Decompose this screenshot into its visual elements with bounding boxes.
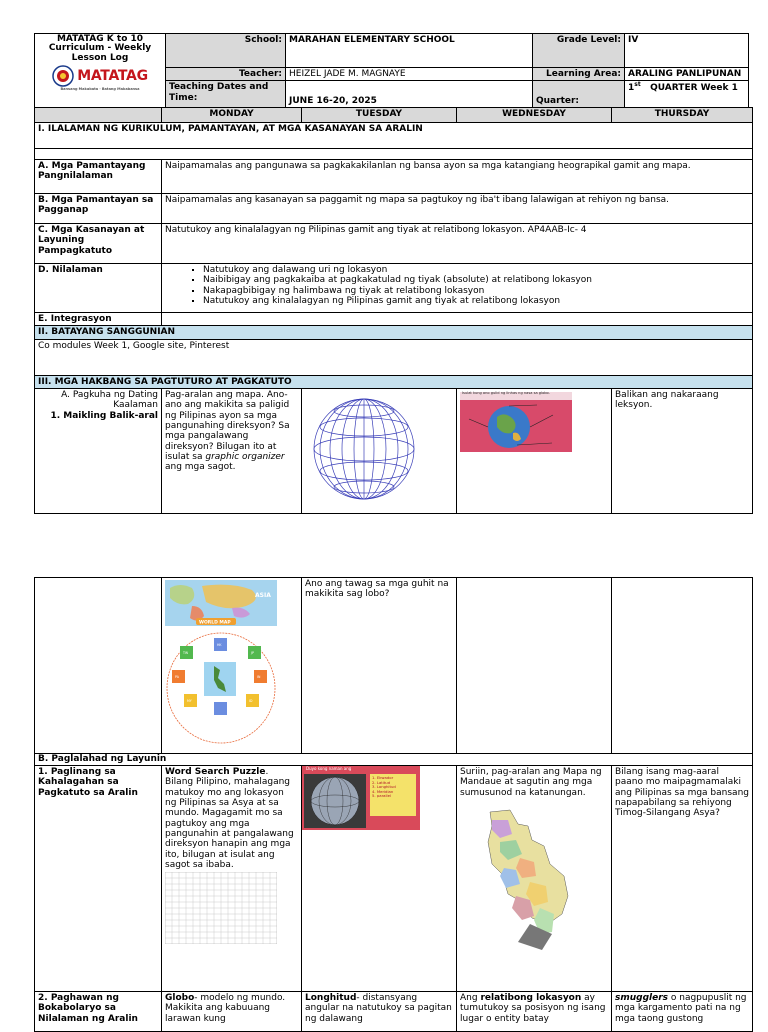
lat-long-item: 1. Ekwador: [372, 775, 394, 780]
log-title-cell: [35, 34, 166, 108]
p2-wed-blank: [457, 578, 612, 754]
value-c: Natutukoy ang kinalalagyan ng Pilipinas gamit ang tiyak at relatibong lokasyon. AP4AAB-Ic- 4: [162, 224, 753, 264]
value-a: Naipamamalas ang pangunawa sa pagkakakilanlan ng bansa ayon sa mga katangiang heograpikal gamit ang mapa.: [162, 160, 753, 194]
label-b2: 2. Paghawan ng Bokabolaryo sa Nilalaman ng Aralin: [35, 992, 162, 1032]
lat-long-list: [372, 776, 396, 799]
lat-long-item: 4. Meridian: [372, 788, 394, 794]
quarter-sup: st: [634, 81, 641, 89]
wednesday-globe-caption: Isulat kung ano gulid ng linhas ng nasa sa globo.: [462, 391, 550, 396]
vocab-relatibo-pre: Ang: [460, 993, 481, 1003]
vocab-relatibo-text: ay tumutukoy sa posisyon ng isang lugar o entity batay: [460, 993, 606, 1024]
map-asia-label: ASIA: [255, 592, 271, 599]
day-thursday: THURSDAY: [612, 108, 753, 123]
world-map-label: WORLD MAP: [199, 620, 231, 626]
vocab-smugglers-text: o nagpupuslit ng mga kargamento pati na ng mga taong gustong: [615, 993, 747, 1024]
dates-label: Teaching Dates and Time:: [166, 81, 286, 108]
thursday-review: Balikan ang nakaraang leksyon.: [612, 389, 753, 514]
label-b1: 1. Paglinang sa Kahalagahan sa Pagkatuto sa Aralin: [35, 766, 162, 992]
tuesday-vocab: [302, 992, 457, 1032]
label-d: D. Nilalaman: [35, 264, 162, 313]
p2-label-blank: [35, 578, 162, 754]
area-value: ARALING PANLIPUNAN: [625, 68, 749, 81]
monday-review: [162, 389, 302, 514]
grade-value: IV: [625, 34, 749, 68]
quarter-label: Quarter:: [533, 81, 625, 108]
section3-title: III. MGA HAKBANG SA PAGTUTURO AT PAGKATUTO: [35, 375, 753, 388]
mandaue-map-image: [470, 806, 588, 956]
tuesday-globe-cell: [302, 389, 457, 514]
school-label: School:: [166, 34, 286, 68]
section1-title: I. ILALAMAN NG KURIKULUM, PAMANTAYAN, AT MGA KASANAYAN SA ARALIN: [35, 123, 753, 149]
thursday-vocab: [612, 992, 753, 1032]
area-label: Learning Area:: [533, 68, 625, 81]
vocab-globo: Globo: [165, 993, 195, 1003]
quarter-cell: [625, 81, 749, 108]
deped-seal-icon: [52, 65, 74, 87]
word-search-text: Bilang Pilipino, mahalagang matukoy mo ang lokasyon ng Pilipinas sa Asya at sa mundo. Magagamit mo sa pagtukoy ang mga pangunahin at pangalawang direksyon hanapin ang mga ito, bilugan at isulat ang sagot sa ibaba.: [165, 777, 294, 871]
vocab-longhitud: Longhitud: [305, 993, 357, 1003]
value-e: [162, 313, 753, 326]
monday-review-text2: ang mga sagot.: [165, 462, 236, 473]
word-search-title: Word Search Puzzle: [165, 767, 266, 777]
lesson-log-table-page2: [34, 577, 753, 1032]
wednesday-globe-cell: [457, 389, 612, 514]
vocab-longhitud-text: - distansyang angular na natutukoy sa pagitan ng dalawang: [305, 993, 452, 1024]
quarter-value: 1: [628, 83, 635, 94]
label-3a: [35, 389, 162, 514]
blank-row: [35, 149, 753, 160]
label-b: B. Mga Pamantayan sa Pagganap: [35, 194, 162, 224]
day-monday: MONDAY: [162, 108, 302, 123]
wireframe-globe-image: [302, 389, 452, 507]
d-item: ▪ Nakapagbibigay ng halimbawa ng tiyak at relatibong lokasyon: [203, 286, 749, 296]
lesson-log-table: [34, 107, 753, 514]
organizer-label: JP: [251, 651, 254, 655]
d-item: ▪ Natutukoy ang kinalalagyan ng Pilipinas gamit ang tiyak at relatibong lokasyon: [203, 296, 749, 306]
organizer-label: HK: [217, 643, 222, 647]
tuesday-question: Ano ang tawag sa mga guhit na makikita sag lobo?: [302, 578, 457, 754]
lat-long-globe-icon: [302, 766, 420, 830]
day-wednesday: WEDNESDAY: [457, 108, 612, 123]
wednesday-vocab: [457, 992, 612, 1032]
d-item: ▪ Naibibigay ang pagkakaiba at pagkakatulad ng tiyak (absolute) at relatibong lokasyon: [203, 275, 749, 285]
label-3a-sub: 1. Maikling Balik-aral: [50, 410, 158, 421]
d-item: ▪ Natutukoy ang dalawang uri ng lokasyon: [203, 265, 749, 275]
lat-long-item: 2. Latitud: [372, 779, 391, 785]
vocab-smugglers: smugglers: [615, 993, 669, 1003]
lat-long-caption: Duyo kong naman ang: [306, 766, 352, 771]
latitude-longitude-image: [302, 766, 420, 830]
logo-text: MATATAG: [77, 68, 148, 85]
tuesday-image-cell: [302, 766, 457, 992]
world-map-organizer-image: [162, 578, 302, 753]
log-title: MATATAG K to 10 Curriculum - Weekly Lesson Log: [48, 34, 152, 63]
d-list: [165, 265, 749, 306]
label-e: E. Integrasyon: [35, 313, 162, 326]
value-d: [162, 264, 753, 313]
organizer-label: ID: [249, 699, 253, 703]
section2-title: II. BATAYANG SANGGUNIAN: [35, 326, 753, 339]
wednesday-mandaue: [457, 766, 612, 992]
teacher-label: Teacher:: [166, 68, 286, 81]
value-b: Naipamamalas ang kasanayan sa paggamit ng mapa sa pagtukoy ng iba't ibang lalawigan at rehiyon ng bansa.: [162, 194, 753, 224]
organizer-label: IN: [257, 675, 261, 679]
lat-long-item: 5. parallel: [372, 793, 391, 799]
header-table: [34, 33, 749, 108]
day-header-blank: [35, 108, 162, 123]
school-value: MARAHAN ELEMENTARY SCHOOL: [286, 34, 533, 68]
lat-long-item: 3. Longhitud: [372, 784, 396, 790]
label-3a-title: A. Pagkuha ng Dating Kaalaman: [61, 390, 158, 411]
organizer-label: TW: [183, 651, 189, 655]
vocab-globo-text: - modelo ng mundo. Makikita ang kabuuang larawan kung: [165, 993, 286, 1024]
teacher-value: HEIZEL JADE M. MAGNAYE: [286, 68, 533, 81]
label-a: A. Mga Pamantayang Pangnilalaman: [35, 160, 162, 194]
organizer-label: MY: [187, 699, 192, 703]
monday-vocab: [162, 992, 302, 1032]
monday-word-search: Word Search Puzzle. Bilang Pilipino, mahalagang matukoy mo ang lokasyon ng Pilipinas sa Asya at sa mundo. Magagamit mo sa pagtukoy ang mga pangunahin at pangalawang direksyon hanapin ang mga ito, bilugan at isulat ang sagot sa ibaba.: [162, 766, 302, 992]
grade-label: Grade Level:: [533, 34, 625, 68]
vocab-relatibo: relatibong lokasyon: [480, 993, 582, 1003]
monday-maps-cell: [162, 578, 302, 754]
mandaue-text: Suriin, pag-aralan ang Mapa ng Mandaue at sagutin ang mga sumusunod na katanungan.: [460, 767, 602, 798]
monday-review-text1: Pag-aralan ang mapa. Ano-ano ang makikita sa paligid ng Pilipinas ayon sa mga pangunahing direksyon? Sa mga pangalawang direksyon? Bilugan ito at isulat sa: [165, 390, 290, 463]
label-c: C. Mga Kasanayan at Layuning Pampagkatuto: [35, 224, 162, 264]
organizer-label: PA: [175, 675, 179, 679]
matatag-logo: [38, 65, 162, 87]
day-tuesday: TUESDAY: [302, 108, 457, 123]
b-title: B. Paglalahad ng Layunin: [35, 754, 753, 766]
p2-thu-blank: [612, 578, 753, 754]
word-search-grid-image: [165, 872, 277, 944]
thursday-question: Bilang isang mag-aaral paano mo maipagmamalaki ang Pilipinas sa mga bansang napapabilang sa rehiyong Timog-Silangang Asya?: [612, 766, 753, 992]
logo-tagline: Bansang Makabata · Batang Makabansa: [60, 87, 140, 92]
globe-lines-image: [457, 389, 612, 453]
dates-value: JUNE 16-20, 2025: [286, 81, 533, 108]
section2-value: Co modules Week 1, Google site, Pinterest: [35, 339, 753, 375]
monday-review-em: graphic organizer: [205, 452, 285, 463]
quarter-week: QUARTER Week 1: [650, 83, 738, 94]
